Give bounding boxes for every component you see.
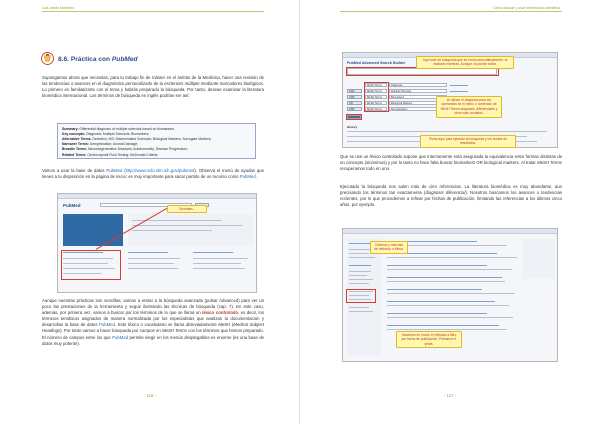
filter-option[interactable] — [349, 253, 369, 254]
para3-text-1: Aunque nuestras prácticas son sencillas, vamos a entrar a la búsqueda avanzada (pulsar Advanced) para ver un poco las prestaciones de la herramienta y seguir ilustrando las técnicas de búsqueda (cap. 7). En este caso, además, por primera vez, vamos a buscar por los términos de lo que se llama un — [42, 298, 264, 316]
field-type-value: MeSH Terms — [367, 84, 382, 88]
mesh-terms-term: MeSH Terms — [161, 328, 187, 334]
r-para1-italic-1: léxico controlado — [369, 154, 403, 159]
section-number: 8.6. — [58, 56, 69, 63]
filter-option[interactable] — [349, 311, 373, 312]
filter-option[interactable] — [349, 307, 369, 308]
operator-value: AND — [349, 108, 355, 112]
pubmed-home-screenshot — [57, 193, 257, 293]
field-type-value: MeSH Terms — [367, 90, 382, 94]
pubmed-intro-paragraph — [42, 168, 264, 180]
result-title[interactable] — [387, 325, 499, 326]
summary-label: Summary: — [62, 127, 79, 131]
controlled-vocabulary-paragraph — [340, 154, 562, 172]
result-title[interactable] — [387, 313, 487, 314]
result-meta — [387, 269, 512, 270]
browser-bar — [343, 229, 557, 234]
advanced-search-paragraph — [42, 298, 264, 347]
builder-title: PubMed Advanced Search Builder — [347, 61, 406, 65]
banner-image — [63, 214, 123, 246]
field-type-value: MeSH Terms — [367, 108, 382, 112]
summary-label: Broader Terms: — [62, 147, 87, 152]
operator-value: OR — [349, 102, 353, 106]
summary-text: Demyelination; Axonal Damage; — [88, 142, 139, 147]
intro-paragraph — [42, 75, 264, 99]
history-heading: History — [347, 125, 358, 129]
link-line[interactable] — [128, 268, 178, 269]
run-search-callout: Pulsa aquí para ejecutar la búsqueda y ver la lista de resultados. — [420, 135, 516, 148]
para3-text-2: , es decir, los términos temáticos asignados de manera normalizada por los especialistas que analizan la documentación y desarrollan la base de datos — [42, 310, 265, 328]
boolean-operator-select[interactable] — [347, 101, 362, 105]
filter-option[interactable] — [349, 275, 367, 276]
result-meta — [387, 257, 517, 258]
summary-text: Differential diagnosis of multiple sclerosis based on biomarkers. — [78, 127, 176, 131]
r-para2-text-2: ). Nosotros buscamos los avances o tendencias recientes, por lo que procedemos a refinar por fechas de publicación, limitando las referencias a los últimos cinco años, por ejemplo. — [340, 190, 562, 208]
column-heading — [193, 252, 233, 253]
right-sidebar — [523, 239, 555, 279]
boolean-operator-select[interactable] — [347, 95, 362, 99]
pubmed-link[interactable]: PubMed — [239, 174, 256, 180]
pubmed-link[interactable]: PubMed — [112, 334, 129, 340]
right-page — [300, 0, 600, 424]
search-term-value: Diagnosis — [391, 84, 403, 88]
result-title[interactable] — [387, 301, 495, 302]
summary-line — [62, 153, 251, 158]
link-line[interactable] — [193, 263, 241, 264]
para2-text-2: ( — [122, 168, 126, 173]
r-para2-text-1: Ejecutado la búsqueda nos salen más de cien referencias. La literatura biomédica es muy abundante, aun precisando los términos tan exactamente ( — [340, 184, 562, 196]
filter-option[interactable] — [349, 279, 373, 280]
result-title[interactable] — [387, 289, 482, 290]
search-term-value: Biological Markers — [391, 102, 413, 106]
para3-text-7: permite elegir en los menús desplegables es enorme (es una base de datos muy potente). — [42, 334, 265, 346]
result-meta — [387, 293, 515, 294]
query-callout: Aquí sale de búsqueda que se forma automáticamente, al elaborar mientras. Aunque no puede editar. — [416, 56, 514, 69]
pubmed-url-link[interactable]: http://www.ncbi.nlm.nih.gov/pubmed — [125, 168, 195, 173]
controlled-vocabulary-term: léxico controlado — [202, 310, 239, 316]
para2-text-3: ). Observa el menú de ayudas que tienes a tu disposición en la página de inicio; es muy importante para sacar partido de un recurso como — [42, 168, 264, 180]
filter-option[interactable] — [349, 271, 371, 272]
link-line[interactable] — [193, 268, 245, 269]
search-term-value: Biomarkers — [391, 96, 405, 100]
filter-heading — [349, 243, 371, 244]
search-term-value: Demyelination — [391, 108, 408, 112]
para3-text-3: . Este léxico o vocabulario se llama abreviadamente MeSH ( — [115, 322, 234, 328]
show-index-link[interactable] — [450, 91, 468, 92]
filter-heading — [349, 265, 371, 266]
field-type-value: MeSH Terms — [367, 96, 382, 100]
section-title-text: Práctica con — [70, 56, 111, 63]
result-meta — [387, 305, 509, 306]
operator-value: AND — [349, 96, 355, 100]
intro-emphasis-1: diagnóstico personalizado — [102, 81, 153, 87]
page-number-right: - 117 - — [443, 393, 457, 398]
section-icon — [41, 52, 54, 65]
intro-text-1: Supongamos ahora que necesitas, para tu trabajo fin de máster en el ámbito de la Medicina, hacer una revisión de las tendencias o avances en el — [42, 75, 264, 87]
para2-text-1: Vamos a usar la base de datos — [42, 168, 107, 173]
para2-text-4: . — [255, 174, 257, 180]
boolean-operator-select[interactable] — [347, 107, 362, 111]
mesh-expansion: Medical Subject Headings — [42, 322, 264, 334]
mesh-terms-callout: Al utilizar el diagrama para los operandos se el menú o contenido de MeSH Terms diagnosis, diferenciales y otros más vocablos. — [436, 96, 502, 118]
summary-text: Neurodegenerative Diseases; Autoimmunity; Disease Progression; — [87, 147, 189, 152]
pubmed-logo: PubMed — [63, 203, 81, 208]
result-title[interactable] — [387, 277, 502, 278]
search-term-value: Multiple Sclerosis — [391, 90, 412, 94]
summary-label: Alternative Terms: — [62, 137, 92, 142]
search-button-highlight — [346, 114, 362, 120]
summary-label: Key concepts: — [62, 132, 86, 137]
date-filter-highlight — [346, 289, 376, 303]
result-title[interactable] — [387, 265, 487, 266]
field-type-value: MeSH Terms — [367, 102, 382, 106]
tutorials-callout: Tutoriales... — [167, 205, 207, 213]
show-index-link[interactable] — [450, 85, 468, 86]
r-para1-italic-2: MeSH Terms — [537, 160, 562, 166]
search-terms-box — [57, 123, 256, 159]
para3-text-5: en — [154, 328, 162, 334]
running-head-left: Luis Javier Martínez — [42, 6, 75, 10]
summary-label: Related Terms: — [62, 152, 87, 157]
summary-text: Detection; MS; Disseminated Sclerosis; Biological Markers; Surrogate Markers; — [91, 137, 212, 142]
boolean-operator-select[interactable] — [347, 89, 362, 93]
header-rule-left — [42, 11, 264, 12]
tutorials-highlight — [61, 250, 121, 280]
fields-term: campos — [139, 328, 155, 334]
page-number-left: - 116 - — [143, 393, 157, 398]
pubmed-link[interactable]: PubMed — [106, 168, 123, 173]
browser-bar — [58, 194, 256, 199]
intro-text-2: de la — [152, 81, 165, 87]
filter-option[interactable] — [349, 283, 369, 284]
summary-text: Diagnosis; Multiple Sclerosis; Biomarkers; — [85, 132, 150, 137]
r-para2-italic-1: diagnosis diferencial — [425, 190, 466, 196]
results-paragraph — [340, 184, 562, 208]
link-line[interactable] — [128, 258, 180, 259]
result-meta — [387, 281, 505, 282]
header-rule-right — [340, 11, 562, 12]
date-filter-callout: Hacemos en rincón el refinado a filtro por fecha de publicación. Pulsamos 5 years. — [396, 331, 462, 348]
result-meta — [387, 329, 507, 330]
pubmed-link[interactable]: PubMed — [99, 322, 116, 328]
r-para1-text-1: Que se use un — [340, 154, 370, 159]
r-para1-text-3: recuperamos todo en uno. — [340, 166, 391, 172]
promo-line — [132, 225, 242, 226]
search-term-input[interactable] — [389, 89, 447, 93]
field-type-highlight — [364, 82, 389, 112]
section-title — [58, 56, 138, 63]
summary-text: Cerebrospinal Fluid Testing; McDonald Criteria; — [86, 152, 159, 157]
intro-text-3: . Lo primero es familiarizarte con el tema y habrás preparado la búsqueda. Por tanto, deseas examinar la literatura biomédica internacional. Los términos de búsqueda en inglés podrían ser así: — [42, 81, 264, 99]
operator-value: AND — [349, 90, 355, 94]
column-heading — [128, 252, 168, 253]
intro-emphasis-2: esclerosis múltiple mediante marcadores biológicos — [164, 81, 263, 87]
para3-text-6: con los términos que hemos preparado. El número de campos entre los que — [42, 328, 264, 340]
section-title-italic: PubMed — [111, 56, 138, 63]
link-line[interactable] — [128, 263, 174, 264]
search-term-input[interactable] — [389, 83, 447, 87]
link-line[interactable] — [193, 258, 248, 259]
history-row — [347, 131, 547, 132]
running-head-right: Cómo buscar y usar información científica — [493, 6, 560, 10]
summary-label: Narrower Terms: — [62, 142, 89, 147]
filter-option[interactable] — [349, 257, 375, 258]
promo-line — [132, 230, 212, 231]
para3-text-4: ). Por tanto vamos a hacer búsqueda por — [60, 328, 140, 334]
r-para1-text-2: supone que internamente está asegurada la equivalencia entre formas distintas de un concepto (sinónimos) y por lo tanto no hace falta buscar biomarkers OR biological markers. Al tratar — [340, 154, 562, 166]
filters-callout: Criterios y mencias de refinado, a filtros. — [370, 241, 408, 254]
result-meta — [387, 317, 513, 318]
